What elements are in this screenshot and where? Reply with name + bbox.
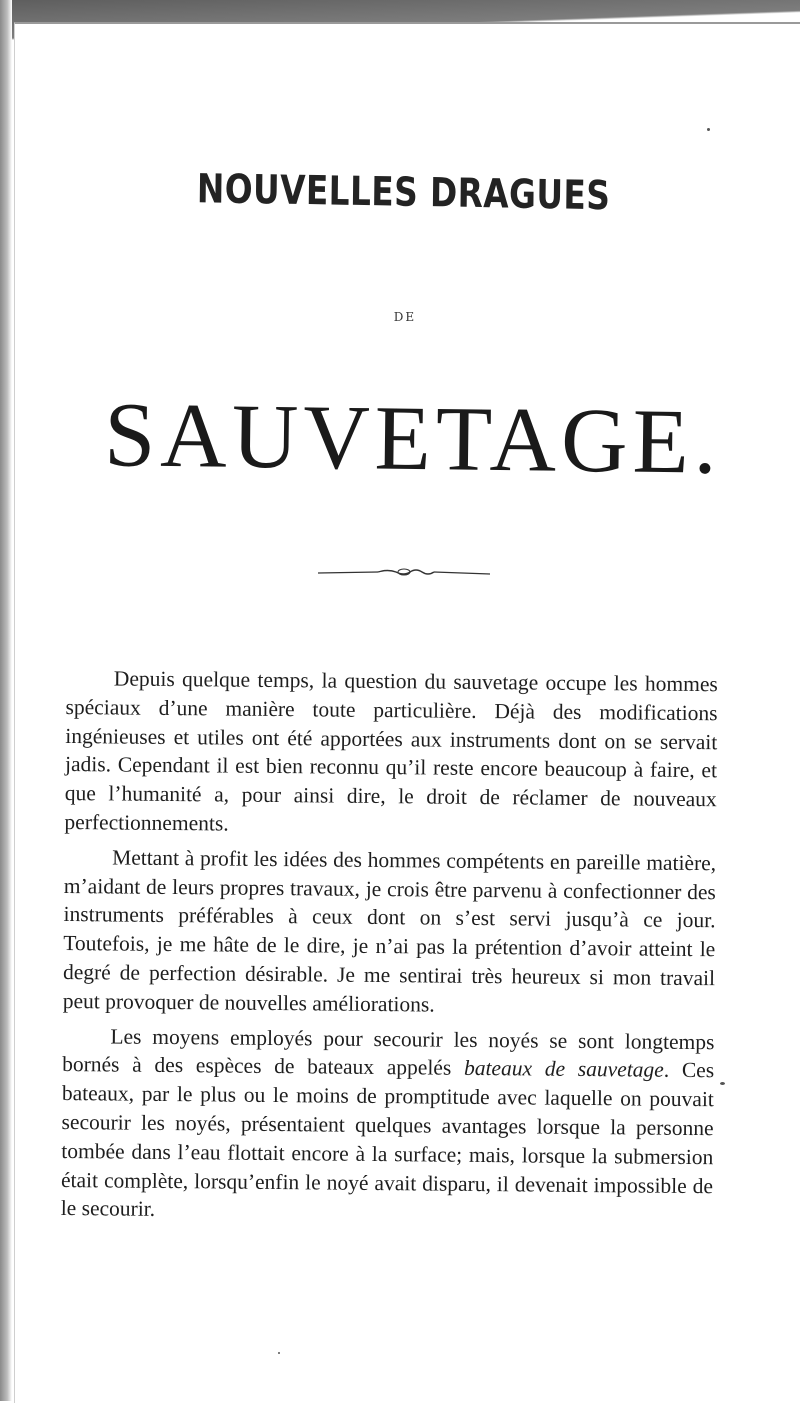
title-connector: DE [393,310,417,324]
paragraph-italic-term: bateaux de sauvetage [463,1056,664,1083]
ornament-divider [318,564,490,580]
paragraph [61,1022,715,1230]
scan-speck [707,128,710,131]
paragraph: Mettant à profit les idées des hommes compétents en pareille matière, m’aidant de leurs propres travaux, je crois être parvenu à confectionner des instruments préférables à ceux dont on s’est servi jusqu’à ce jour. Toutefois, je me hâte de le dire, je n’ai pas la prétention d’avoir atteint le degré de perfection désirable. Je me sentirai très heureux si mon travail peut provoquer de nouvelles améliorations. [62,845,717,1017]
paragraph: Depuis quelque temps, la question du sauvetage occupe les hommes spéciaux d’une manière toute particulière. Déjà des modifications ingénieuses et utiles ont été apportées aux instruments dont on se servait jadis. Cependant il est bien reconnu qu’il reste encore beaucoup à faire, et que l’humanité a, pour ainsi dire, le droit de réclamer de nouveaux perfectionnements. [64,666,718,836]
paragraph-text: . Ces bateaux, par le plus ou le moins de promptitude avec laquelle on pouvait secourir les noyés, présentaient quelques avantages lorsque la personne tombée dans l’eau flottait encore à la surface; mais, lorsque la submersion était complète, lorsqu’enfin le noyé avait disparu, il devenait impossible de le secourir. [60,1058,715,1222]
paragraph-text: Les moyens employés pour secourir les noyés se sont longtemps bornés à des espèces de bateaux appelés [62,1024,715,1081]
title-main: SAUVETAGE. [103,383,723,493]
scan-speck [720,1082,725,1085]
body-text [61,664,718,1235]
scan-left-edge [0,0,12,1401]
scan-speck [278,1352,280,1354]
title-line-1: NOUVELLES DRAGUES [196,166,611,220]
